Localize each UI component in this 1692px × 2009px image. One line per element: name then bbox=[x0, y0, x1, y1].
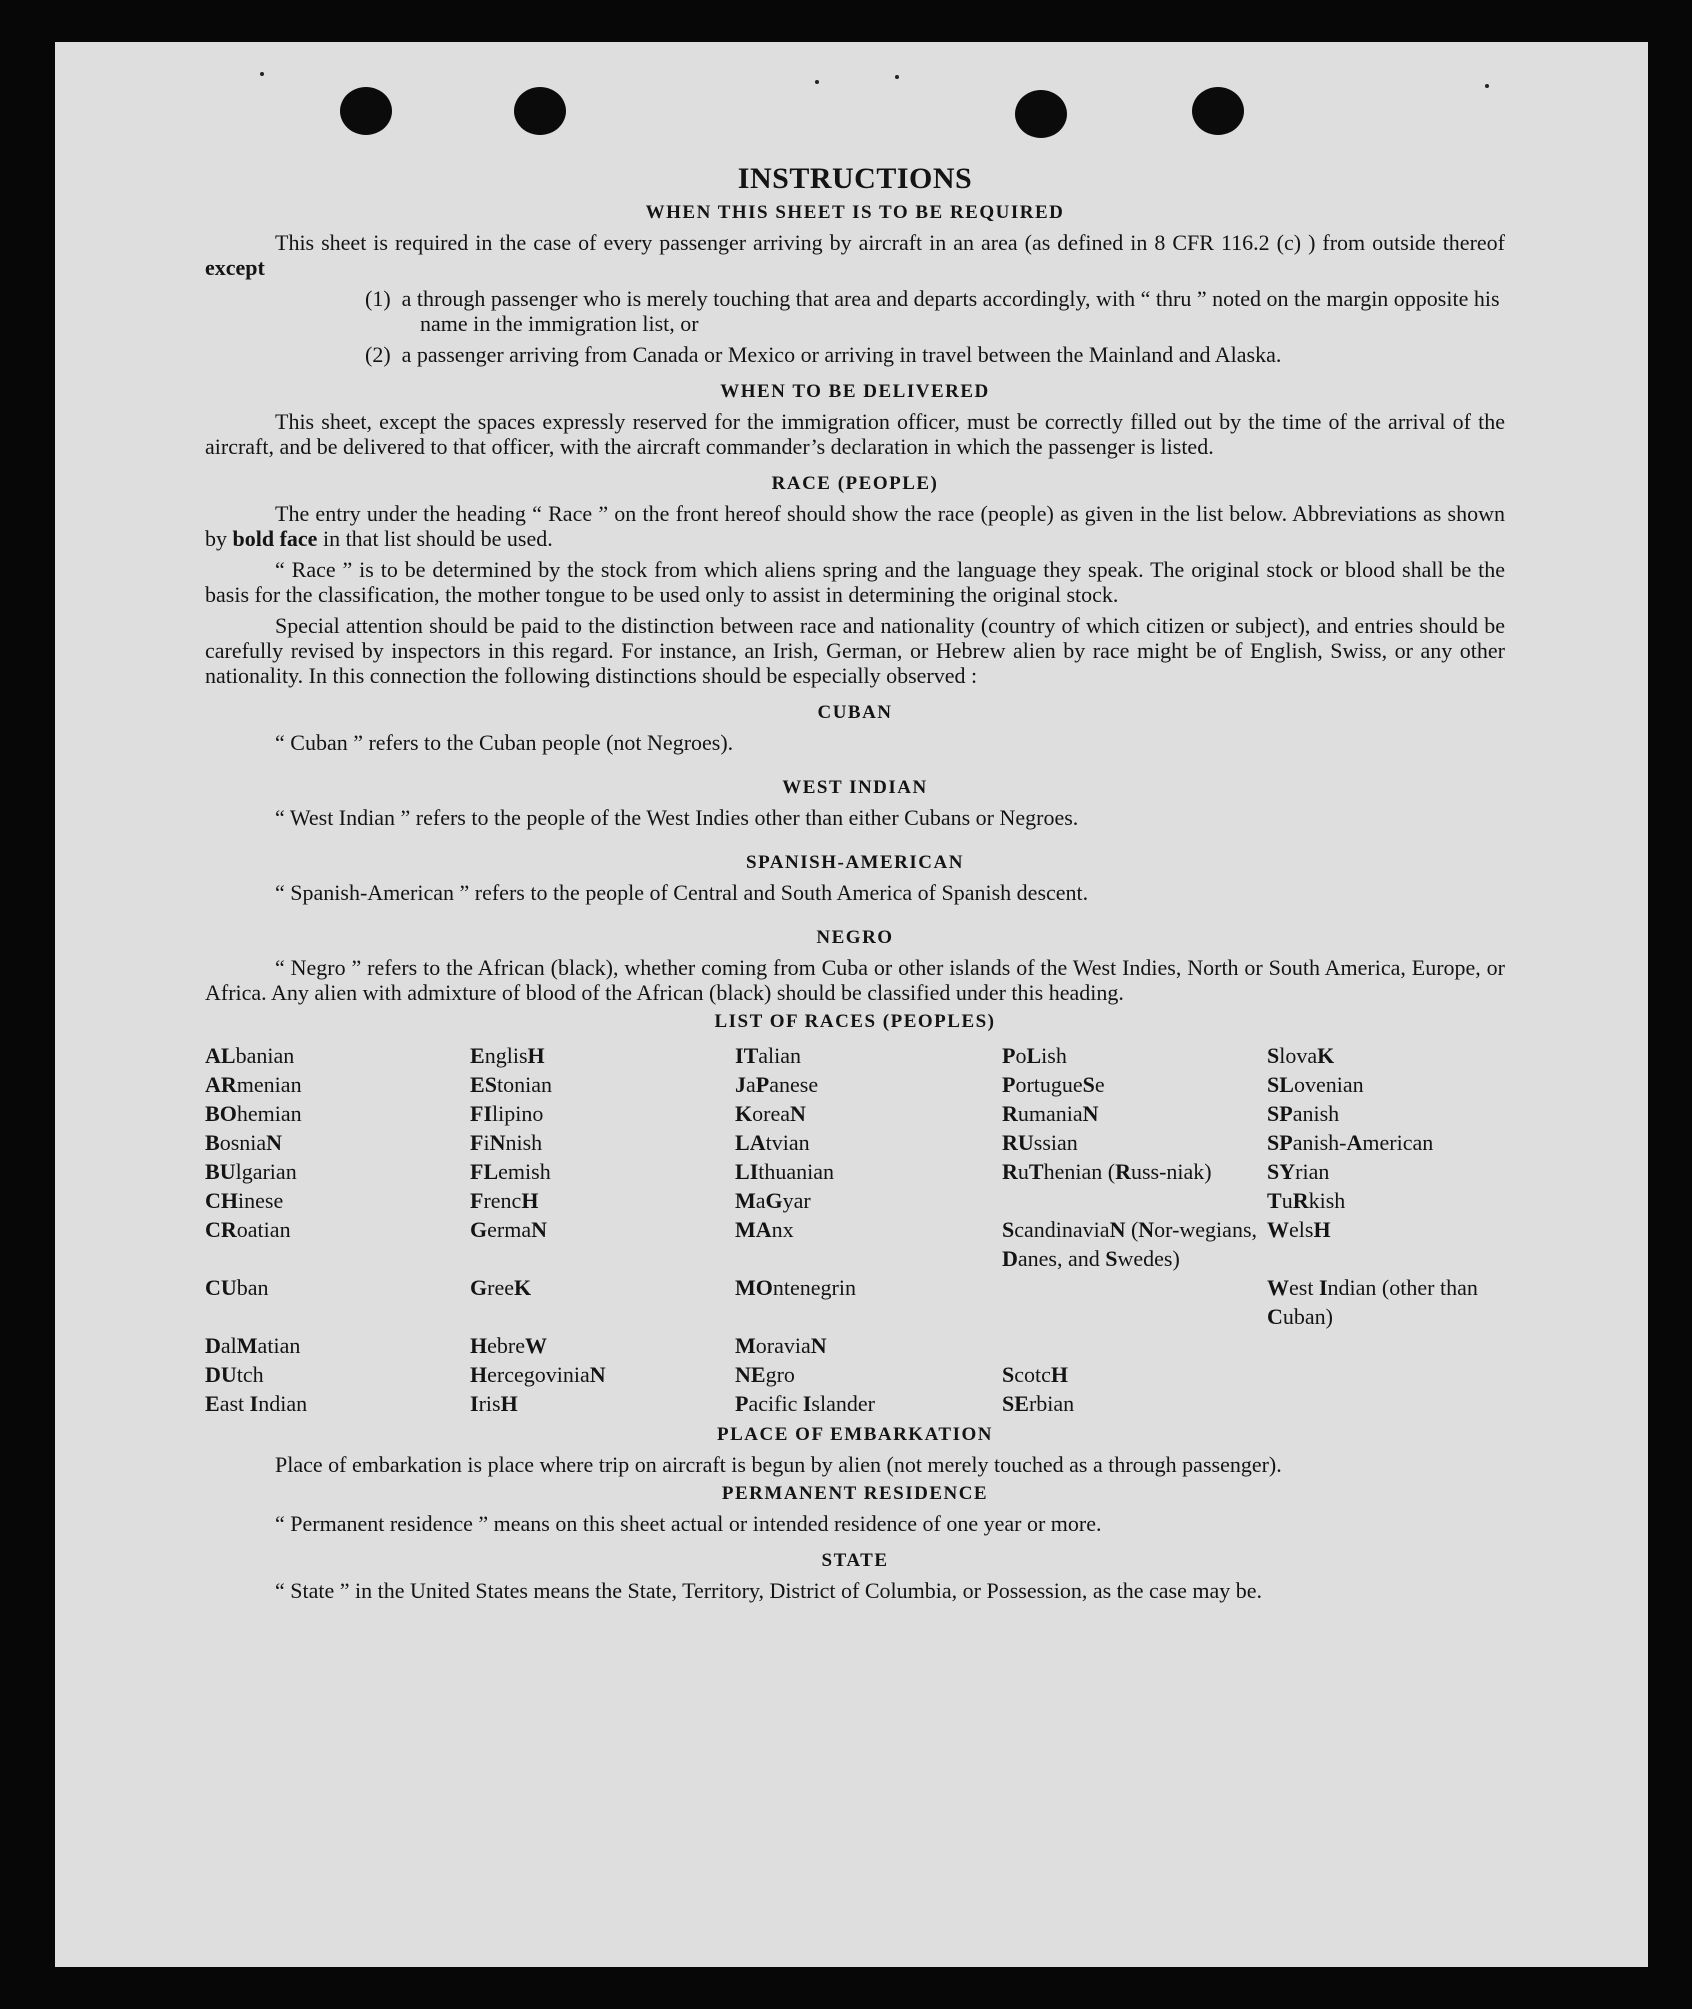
races-table bbox=[205, 1041, 1505, 1418]
race-entry: LAtvian bbox=[735, 1130, 810, 1155]
heading-state: STATE bbox=[821, 1550, 889, 1571]
race-entry: SYrian bbox=[1267, 1159, 1330, 1184]
race-entry bbox=[1002, 1273, 1267, 1331]
race-entry: GermaN bbox=[470, 1217, 547, 1242]
race-entry: PortugueSe bbox=[1002, 1072, 1105, 1097]
place-of-embarkation-text: Place of embarkation is place where trip on aircraft is begun by alien (not merely touched as a through passenger). bbox=[275, 1452, 1282, 1477]
exception-item: (2) a passenger arriving from Canada or Mexico or arriving in travel between the Mainland and Alaska. bbox=[365, 342, 1282, 367]
race-entry: FrencH bbox=[470, 1188, 539, 1213]
race-entry: GreeK bbox=[470, 1275, 532, 1300]
speck bbox=[895, 75, 899, 79]
when-delivered-text: This sheet, except the spaces expressly reserved for the immigration officer, must be correctly filled out by the time of the arrival of the aircraft, and be delivered to that officer, with the aircraft commander’s declaration in which the passenger is listed. bbox=[205, 409, 1505, 459]
race-entry: ScandinaviaN (Nor-wegians, Danes, and Swedes) bbox=[1002, 1217, 1257, 1271]
heading-place-of-embarkation: PLACE OF EMBARKATION bbox=[717, 1424, 993, 1445]
speck bbox=[260, 72, 264, 76]
race-paragraph-2: “ Race ” is to be determined by the stock from which aliens spring and the language they speak. The original stock or blood shall be the basis for the classification, the mother tongue to be used only to assist in determining the original stock. bbox=[205, 557, 1505, 607]
race-entry: MAnx bbox=[735, 1217, 794, 1242]
race-entry: BosniaN bbox=[205, 1130, 283, 1155]
race-entry: East Indian bbox=[205, 1391, 308, 1416]
race-entry: BUlgarian bbox=[205, 1159, 297, 1184]
when-required-intro: This sheet is required in the case of every passenger arriving by aircraft in an area (as defined in 8 CFR 116.2 (c) ) from outside thereof except bbox=[205, 230, 1505, 280]
race-entry: SlovaK bbox=[1267, 1043, 1335, 1068]
race-entry: HebreW bbox=[470, 1333, 547, 1358]
race-entry: KoreaN bbox=[735, 1101, 806, 1126]
race-entry: ARmenian bbox=[205, 1072, 302, 1097]
heading-negro: NEGRO bbox=[816, 927, 894, 948]
state-text: “ State ” in the United States means the State, Territory, District of Columbia, or Possession, as the case may be. bbox=[275, 1578, 1263, 1603]
document-sheet bbox=[55, 42, 1648, 1967]
race-entry: HercegoviniaN bbox=[470, 1362, 606, 1387]
exception-item: (1) a through passenger who is merely touching that area and departs accordingly, with “ thru ” noted on the margin opposite his name in the immigration list, or bbox=[365, 286, 1500, 336]
instructions-content bbox=[205, 162, 1505, 1609]
race-entry: PoLish bbox=[1002, 1043, 1067, 1068]
race-entry: DUtch bbox=[205, 1362, 264, 1387]
race-entry: FIlipino bbox=[470, 1101, 544, 1126]
punch-hole bbox=[1015, 90, 1067, 138]
race-entry: RuThenian (Russ-niak) bbox=[1002, 1159, 1212, 1184]
permanent-residence-text: “ Permanent residence ” means on this sheet actual or intended residence of one year or more. bbox=[275, 1511, 1102, 1536]
race-entry: EnglisH bbox=[470, 1043, 545, 1068]
race-entry: TuRkish bbox=[1267, 1188, 1346, 1213]
race-paragraph-3: Special attention should be paid to the distinction between race and nationality (country of which citizen or subject), and entries should be carefully revised by inspectors in this regard. For instance, an Irish, German, or Hebrew alien by race might be of English, Swiss, or any other nationality. In this connection the following distinctions should be especially observed : bbox=[205, 613, 1505, 688]
race-paragraph-1: The entry under the heading “ Race ” on the front hereof should show the race (people) as given in the list below. Abbreviations as shown by bold face in that list should be used. bbox=[205, 501, 1505, 551]
race-entry: CRoatian bbox=[205, 1217, 291, 1242]
race-entry bbox=[1002, 1331, 1267, 1360]
race-entry: IrisH bbox=[470, 1391, 518, 1416]
speck bbox=[1485, 84, 1489, 88]
heading-spanish-american: SPANISH-AMERICAN bbox=[746, 852, 964, 873]
race-entry: CHinese bbox=[205, 1188, 284, 1213]
race-entry: RUssian bbox=[1002, 1130, 1078, 1155]
heading-cuban: CUBAN bbox=[817, 702, 893, 723]
race-entry: FiNnish bbox=[470, 1130, 543, 1155]
race-entry: ScotcH bbox=[1002, 1362, 1069, 1387]
race-entry: CUban bbox=[205, 1275, 269, 1300]
race-entry: JaPanese bbox=[735, 1072, 819, 1097]
heading-when-delivered: WHEN TO BE DELIVERED bbox=[720, 381, 990, 402]
heading-list-of-races: LIST OF RACES (PEOPLES) bbox=[714, 1011, 996, 1032]
punch-hole bbox=[340, 87, 392, 135]
race-entry: RumaniaN bbox=[1002, 1101, 1099, 1126]
heading-permanent-residence: PERMANENT RESIDENCE bbox=[721, 1483, 989, 1504]
race-entry: ALbanian bbox=[205, 1043, 295, 1068]
race-entry: BOhemian bbox=[205, 1101, 302, 1126]
race-entry: West Indian (other than Cuban) bbox=[1267, 1275, 1478, 1329]
race-entry: FLemish bbox=[470, 1159, 551, 1184]
race-entry bbox=[1267, 1360, 1507, 1389]
race-entry bbox=[1267, 1331, 1507, 1360]
race-entry: NEgro bbox=[735, 1362, 795, 1387]
race-entry: SPanish bbox=[1267, 1101, 1340, 1126]
punch-hole bbox=[514, 87, 566, 135]
negro-text: “ Negro ” refers to the African (black), whether coming from Cuba or other islands of the West Indies, North or South America, Europe, or Africa. Any alien with admixture of blood of the African (black) should be classified under this heading. bbox=[205, 955, 1505, 1005]
race-entry: SPanish-American bbox=[1267, 1130, 1434, 1155]
race-entry: MoraviaN bbox=[735, 1333, 827, 1358]
spanish-american-text: “ Spanish-American ” refers to the people of Central and South America of Spanish descent. bbox=[275, 880, 1089, 905]
race-entry: MOntenegrin bbox=[735, 1275, 856, 1300]
race-entry: Pacific Islander bbox=[735, 1391, 875, 1416]
speck bbox=[815, 80, 819, 84]
heading-race: RACE (PEOPLE) bbox=[771, 473, 939, 494]
race-entry: DalMatian bbox=[205, 1333, 301, 1358]
heading-when-required: WHEN THIS SHEET IS TO BE REQUIRED bbox=[645, 202, 1065, 223]
punch-hole bbox=[1192, 87, 1244, 135]
west-indian-text: “ West Indian ” refers to the people of the West Indies other than either Cubans or Negroes. bbox=[275, 805, 1079, 830]
race-entry bbox=[1267, 1389, 1507, 1418]
race-entry: ITalian bbox=[735, 1043, 802, 1068]
race-entry bbox=[1002, 1186, 1267, 1215]
heading-west-indian: WEST INDIAN bbox=[782, 777, 928, 798]
race-entry: SLovenian bbox=[1267, 1072, 1364, 1097]
cuban-text: “ Cuban ” refers to the Cuban people (not Negroes). bbox=[275, 730, 734, 755]
race-entry: SErbian bbox=[1002, 1391, 1075, 1416]
page-title: INSTRUCTIONS bbox=[737, 162, 973, 195]
race-entry: LIthuanian bbox=[735, 1159, 835, 1184]
race-entry: WelsH bbox=[1267, 1217, 1331, 1242]
race-entry: EStonian bbox=[470, 1072, 552, 1097]
race-entry: MaGyar bbox=[735, 1188, 811, 1213]
